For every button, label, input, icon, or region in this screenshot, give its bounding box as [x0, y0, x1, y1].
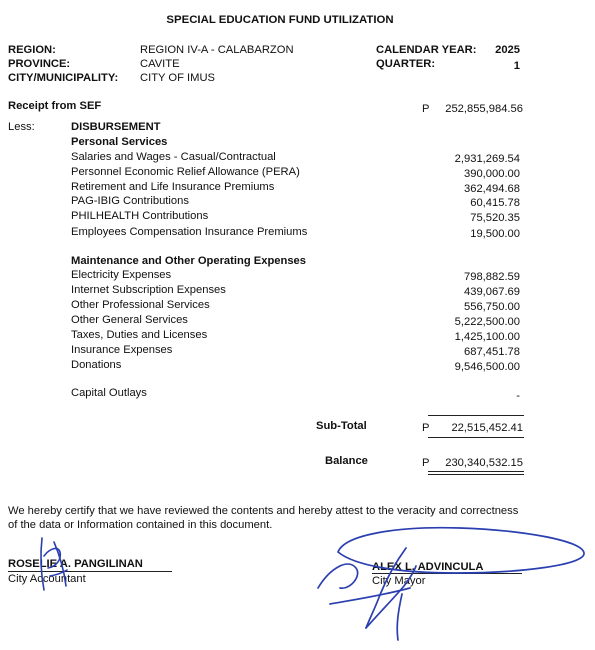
line-item-amount: 19,500.00 — [470, 228, 520, 240]
city-label: CITY/MUNICIPALITY: — [8, 72, 119, 84]
line-item-label: PAG-IBIG Contributions — [71, 195, 189, 207]
line-item-label: PHILHEALTH Contributions — [71, 210, 209, 222]
subtotal-bottom-rule — [428, 437, 524, 438]
mooe-heading: Maintenance and Other Operating Expenses — [71, 255, 306, 267]
line-item-amount: 390,000.00 — [464, 168, 520, 180]
balance-amount: 230,340,532.15 — [445, 457, 523, 469]
line-item-amount: 9,546,500.00 — [454, 361, 520, 373]
line-item-label: Donations — [71, 359, 122, 371]
line-item-amount: 687,451.78 — [464, 346, 520, 358]
line-item-label: Personnel Economic Relief Allowance (PERA) — [71, 166, 300, 178]
accountant-signature-line — [8, 571, 172, 572]
line-item-label: Other General Services — [71, 314, 188, 326]
disbursement-heading: DISBURSEMENT — [71, 121, 161, 133]
subtotal-currency: P — [422, 422, 430, 434]
certification-line-1: We hereby certify that we have reviewed the contents and hereby attest to the veracity and correctness — [8, 505, 519, 517]
line-item-amount: 362,494.68 — [464, 183, 520, 195]
less-label: Less: — [8, 121, 35, 133]
region-value: REGION IV-A - CALABARZON — [140, 44, 294, 56]
line-item-label: Other Professional Services — [71, 299, 210, 311]
line-item-label: Internet Subscription Expenses — [71, 284, 226, 296]
quarter-label: QUARTER: — [376, 58, 436, 70]
capital-outlays-label: Capital Outlays — [71, 387, 147, 399]
line-item-amount: 75,520.35 — [470, 212, 520, 224]
subtotal-amount: 22,515,452.41 — [451, 422, 523, 434]
line-item-amount: 556,750.00 — [464, 301, 520, 313]
line-item-amount: 439,067.69 — [464, 286, 520, 298]
mayor-title: City Mayor — [372, 575, 426, 587]
balance-double-rule-2 — [428, 474, 524, 475]
certification-line-2: of the data or Information contained in this document. — [8, 519, 273, 531]
personal-services-heading: Personal Services — [71, 136, 168, 148]
accountant-name: ROSELIE A. PANGILINAN — [8, 558, 143, 570]
province-label: PROVINCE: — [8, 58, 71, 70]
subtotal-label: Sub-Total — [316, 420, 367, 432]
accountant-title: City Accountant — [8, 573, 86, 585]
line-item-amount: 1,425,100.00 — [454, 331, 520, 343]
line-item-label: Retirement and Life Insurance Premiums — [71, 181, 275, 193]
line-item-amount: 5,222,500.00 — [454, 316, 520, 328]
mayor-signature-line — [372, 573, 522, 574]
subtotal-top-rule — [428, 415, 524, 416]
balance-label: Balance — [325, 455, 368, 467]
line-item-label: Employees Compensation Insurance Premiums — [71, 226, 308, 238]
page-title: SPECIAL EDUCATION FUND UTILIZATION — [166, 14, 394, 26]
receipt-label: Receipt from SEF — [8, 100, 102, 112]
calendar-year-label: CALENDAR YEAR: — [376, 44, 477, 56]
quarter-value: 1 — [513, 60, 520, 72]
city-value: CITY OF IMUS — [140, 72, 216, 84]
mayor-signature — [318, 528, 584, 640]
line-item-amount: 2,931,269.54 — [454, 153, 520, 165]
mayor-name: ALEX L. ADVINCULA — [372, 561, 484, 573]
calendar-year-value: 2025 — [495, 44, 520, 56]
balance-double-rule-1 — [428, 471, 524, 472]
line-item-amount: 60,415.78 — [470, 197, 520, 209]
line-item-label: Taxes, Duties and Licenses — [71, 329, 208, 341]
line-item-label: Insurance Expenses — [71, 344, 173, 356]
balance-currency: P — [422, 457, 430, 469]
line-item-amount: 798,882.59 — [464, 271, 520, 283]
line-item-label: Electricity Expenses — [71, 269, 172, 281]
capital-outlays-amount: - — [516, 390, 520, 402]
line-item-label: Salaries and Wages - Casual/Contractual — [71, 151, 276, 163]
region-label: REGION: — [8, 44, 56, 56]
province-value: CAVITE — [140, 58, 180, 70]
receipt-currency: P — [422, 103, 430, 115]
receipt-amount: 252,855,984.56 — [445, 103, 523, 115]
